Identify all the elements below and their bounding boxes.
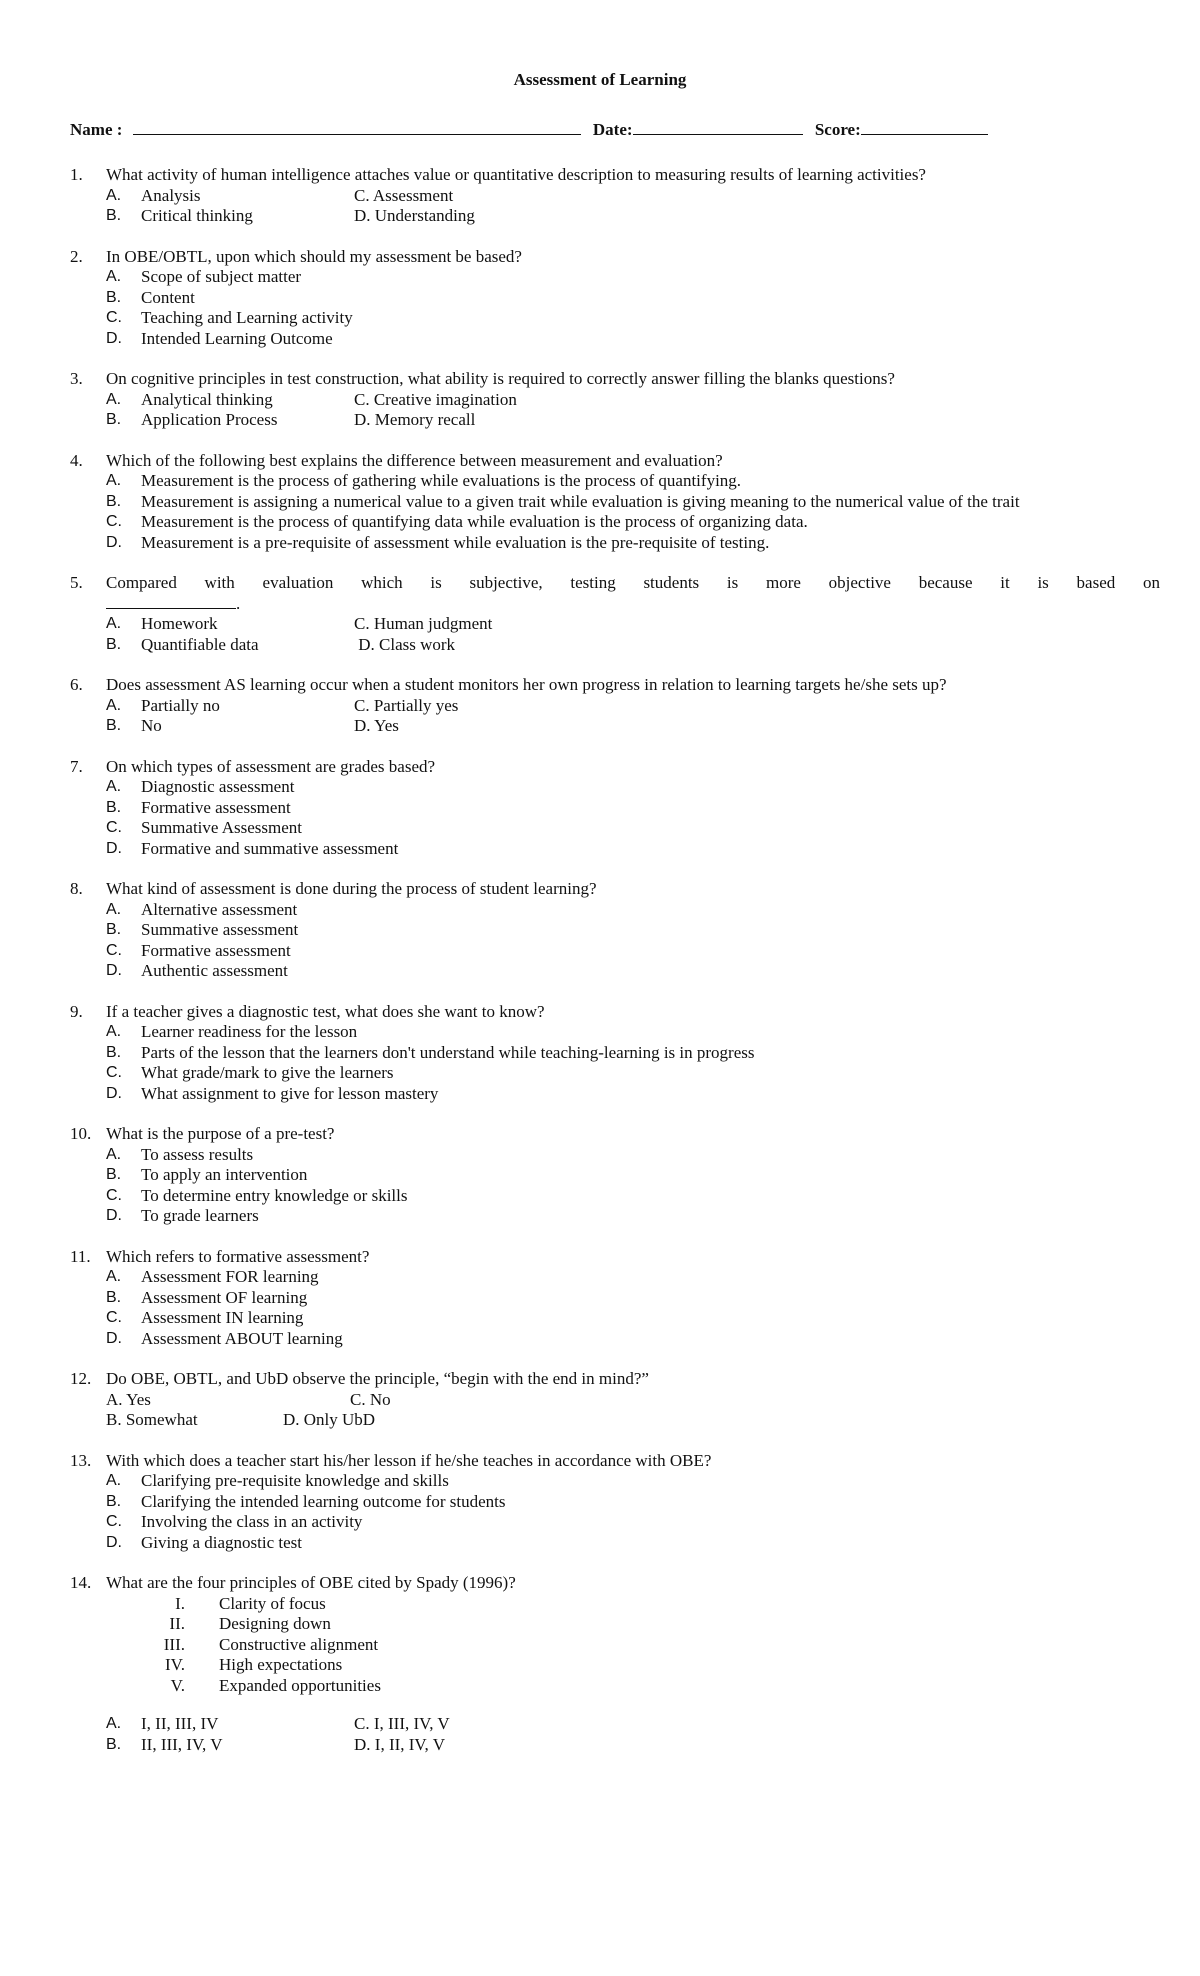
question-text: Do OBE, OBTL, and UbD observe the principle, “begin with the end in mind?” bbox=[106, 1369, 649, 1388]
option-row bbox=[106, 1308, 1160, 1329]
options bbox=[106, 1390, 1160, 1431]
option-text: Summative assessment bbox=[141, 920, 299, 939]
option[interactable]: B. Somewhat bbox=[106, 1410, 198, 1429]
option-text: Analysis bbox=[141, 185, 201, 205]
option-text: No bbox=[141, 716, 162, 735]
option-text: Content bbox=[141, 287, 195, 307]
question-14 bbox=[70, 1573, 1160, 1755]
option-letter: C. bbox=[106, 513, 122, 530]
question-1 bbox=[70, 165, 1160, 227]
option-letter: B. bbox=[106, 1288, 122, 1306]
option[interactable]: C. I, III, IV, V bbox=[354, 1714, 450, 1733]
option-letter: B. bbox=[106, 1043, 122, 1061]
roman-list bbox=[150, 1594, 1160, 1697]
option[interactable]: D. Yes bbox=[354, 716, 399, 735]
option[interactable] bbox=[106, 798, 291, 819]
option[interactable] bbox=[106, 410, 354, 431]
option-text: Diagnostic assessment bbox=[141, 777, 295, 796]
question-number: 8. bbox=[70, 879, 83, 898]
option-letter: A. bbox=[106, 778, 122, 795]
options bbox=[106, 390, 1160, 431]
question-number: 4. bbox=[70, 450, 83, 470]
option[interactable] bbox=[106, 1288, 307, 1309]
roman-text: Constructive alignment bbox=[219, 1634, 379, 1654]
question-8 bbox=[70, 879, 1160, 982]
option-row bbox=[106, 512, 1160, 533]
option-text: What grade/mark to give the learners bbox=[141, 1063, 394, 1082]
question-text: If a teacher gives a diagnostic test, what does she want to know? bbox=[106, 1001, 545, 1021]
option[interactable] bbox=[106, 696, 354, 717]
option-letter: C. bbox=[106, 1064, 122, 1081]
question-text: In OBE/OBTL, upon which should my assessment be based? bbox=[106, 246, 522, 266]
option[interactable] bbox=[106, 839, 398, 860]
option[interactable] bbox=[106, 1267, 319, 1288]
option-text: Clarifying pre-requisite knowledge and skills bbox=[141, 1471, 449, 1490]
question-11 bbox=[70, 1247, 1160, 1350]
option-letter: D. bbox=[106, 1084, 122, 1102]
roman-numeral: IV. bbox=[165, 1655, 185, 1674]
option-text: Measurement is the process of quantifying data while evaluation is the process of organizing data. bbox=[141, 512, 808, 531]
option-letter: A. bbox=[106, 390, 122, 408]
option-row bbox=[106, 635, 1160, 656]
option-letter: A. bbox=[106, 1472, 122, 1489]
question-number: 6. bbox=[70, 675, 83, 694]
question-number: 1. bbox=[70, 165, 83, 184]
option[interactable] bbox=[106, 471, 741, 492]
options bbox=[106, 1471, 1160, 1553]
question-text: What kind of assessment is done during the process of student learning? bbox=[106, 879, 597, 898]
question-number: 11. bbox=[70, 1246, 91, 1266]
option-row bbox=[106, 961, 1160, 982]
option-letter: D. bbox=[106, 839, 122, 857]
question-number: 2. bbox=[70, 246, 83, 266]
option-row bbox=[106, 696, 1160, 717]
option-letter: D. bbox=[106, 1329, 122, 1347]
options bbox=[106, 1267, 1160, 1349]
option-text: Teaching and Learning activity bbox=[141, 308, 353, 327]
roman-item bbox=[150, 1614, 1160, 1635]
option-text: Formative assessment bbox=[141, 940, 291, 960]
option-text: Quantifiable data bbox=[141, 634, 259, 654]
option[interactable]: C. Creative imagination bbox=[354, 389, 517, 409]
option-letter: A. bbox=[106, 186, 122, 204]
option-letter: A. bbox=[106, 1268, 122, 1285]
option-text: To assess results bbox=[141, 1144, 254, 1164]
option-row bbox=[106, 1206, 1160, 1227]
question-number: 9. bbox=[70, 1001, 83, 1021]
option-row bbox=[106, 818, 1160, 839]
options bbox=[106, 696, 1160, 737]
options bbox=[106, 777, 1160, 859]
question-number: 7. bbox=[70, 756, 83, 776]
option-row bbox=[106, 941, 1160, 962]
question-number: 5. bbox=[70, 573, 83, 592]
question-text: On which types of assessment are grades based? bbox=[106, 756, 436, 776]
option[interactable] bbox=[106, 900, 297, 921]
option-text: Learner readiness for the lesson bbox=[141, 1022, 358, 1041]
option-letter: C. bbox=[106, 1186, 122, 1204]
option-row bbox=[106, 777, 1160, 798]
question-13 bbox=[70, 1451, 1160, 1554]
question-text: What are the four principles of OBE cited by Spady (1996)? bbox=[106, 1573, 516, 1592]
option-row bbox=[106, 798, 1160, 819]
option[interactable] bbox=[106, 1735, 354, 1756]
option-row bbox=[106, 492, 1160, 513]
option[interactable]: D. Memory recall bbox=[354, 410, 476, 429]
option[interactable] bbox=[106, 308, 353, 329]
option-row bbox=[106, 1022, 1160, 1043]
question-3 bbox=[70, 369, 1160, 431]
option-letter: A. bbox=[106, 696, 122, 714]
option-text: Parts of the lesson that the learners don't understand while teaching-learning is in progress bbox=[141, 1042, 755, 1062]
option-letter: D. bbox=[106, 962, 122, 979]
question-5: 5. Compared with evaluation which is subjective, testing students is more objective because it is based on . A. Homework C. Human judgment B. Quantifiable data D. Class work bbox=[70, 573, 1160, 654]
option[interactable] bbox=[106, 1206, 259, 1227]
option-row bbox=[106, 1186, 1160, 1207]
option-row bbox=[106, 267, 1160, 288]
roman-numeral: I. bbox=[175, 1593, 185, 1613]
option[interactable] bbox=[106, 1533, 302, 1554]
option-letter: A. bbox=[106, 900, 122, 918]
option[interactable] bbox=[106, 492, 1020, 513]
question-7 bbox=[70, 757, 1160, 860]
roman-item bbox=[150, 1594, 1160, 1615]
option-row bbox=[106, 1288, 1160, 1309]
question-6 bbox=[70, 675, 1160, 737]
option-row bbox=[106, 1533, 1160, 1554]
option-letter: C. bbox=[106, 941, 122, 959]
option-text: To grade learners bbox=[141, 1206, 259, 1225]
roman-item bbox=[150, 1635, 1160, 1656]
question-text: What activity of human intelligence attaches value or quantitative description to measuring results of learning activities? bbox=[106, 165, 926, 184]
option[interactable] bbox=[106, 186, 354, 207]
option-row bbox=[106, 900, 1160, 921]
question-number: 13. bbox=[70, 1450, 92, 1470]
options bbox=[106, 900, 1160, 982]
option[interactable] bbox=[106, 288, 195, 309]
options bbox=[106, 1145, 1160, 1227]
option-row bbox=[106, 1714, 1160, 1735]
option[interactable]: A. Yes bbox=[106, 1389, 151, 1409]
option-text: To determine entry knowledge or skills bbox=[141, 1185, 408, 1205]
option[interactable] bbox=[106, 941, 291, 962]
option-row bbox=[106, 206, 1160, 227]
question-text: With which does a teacher start his/her lesson if he/she teaches in accordance with OBE? bbox=[106, 1450, 712, 1470]
option-row bbox=[106, 1492, 1160, 1513]
option-row bbox=[106, 390, 1160, 411]
option-row bbox=[106, 1267, 1160, 1288]
option-row bbox=[106, 839, 1160, 860]
option-letter: C. bbox=[106, 1309, 122, 1326]
page-title: Assessment of Learning bbox=[513, 70, 687, 89]
option-letter: B. bbox=[106, 207, 122, 224]
roman-text: Expanded opportunities bbox=[219, 1675, 381, 1695]
option-letter: A. bbox=[106, 268, 122, 285]
header-fields bbox=[70, 118, 1130, 140]
option-text: I, II, III, IV bbox=[141, 1714, 219, 1733]
option-letter: D. bbox=[106, 533, 122, 551]
option-letter: B. bbox=[106, 492, 122, 510]
option[interactable] bbox=[106, 716, 354, 737]
option-letter: A. bbox=[106, 472, 122, 489]
question-number: 14. bbox=[70, 1573, 92, 1592]
option-text: Partially no bbox=[141, 695, 220, 715]
option-text: Assessment IN learning bbox=[141, 1308, 304, 1327]
option-row bbox=[106, 716, 1160, 737]
option-letter: B. bbox=[106, 798, 122, 816]
option[interactable] bbox=[106, 1145, 253, 1166]
roman-text: Designing down bbox=[219, 1614, 331, 1633]
question-9 bbox=[70, 1002, 1160, 1105]
option[interactable] bbox=[106, 1714, 354, 1735]
option[interactable] bbox=[106, 1063, 394, 1084]
option[interactable] bbox=[106, 1308, 303, 1329]
option-text: Critical thinking bbox=[141, 206, 253, 225]
option[interactable] bbox=[106, 961, 288, 982]
option[interactable]: D. I, II, IV, V bbox=[354, 1734, 445, 1754]
option-text: Measurement is a pre-requisite of assessment while evaluation is the pre-requisite of testing. bbox=[141, 532, 770, 552]
option[interactable] bbox=[106, 329, 333, 350]
question-4 bbox=[70, 451, 1160, 554]
question-list bbox=[70, 165, 1160, 1775]
option[interactable] bbox=[106, 1329, 343, 1350]
option-text: Assessment FOR learning bbox=[141, 1267, 319, 1286]
option-text: Scope of subject matter bbox=[141, 267, 302, 286]
option-row bbox=[106, 1084, 1160, 1105]
roman-text: High expectations bbox=[219, 1655, 343, 1674]
option[interactable] bbox=[106, 1043, 755, 1064]
option[interactable]: D. Understanding bbox=[354, 206, 475, 225]
option-row bbox=[106, 920, 1160, 941]
options bbox=[106, 267, 1160, 349]
score-field[interactable] bbox=[861, 118, 988, 135]
question-number: 3. bbox=[70, 369, 83, 388]
options bbox=[106, 471, 1160, 553]
option-row bbox=[106, 1735, 1160, 1756]
option[interactable] bbox=[106, 818, 302, 839]
option-text: Assessment ABOUT learning bbox=[141, 1328, 343, 1348]
option-text: Assessment OF learning bbox=[141, 1287, 308, 1307]
option[interactable] bbox=[106, 1471, 449, 1492]
option-row bbox=[106, 1165, 1160, 1186]
option-letter: A. bbox=[106, 1715, 122, 1732]
option[interactable] bbox=[106, 1022, 357, 1043]
option-row bbox=[106, 1471, 1160, 1492]
question-12 bbox=[70, 1369, 1160, 1431]
option-text: Authentic assessment bbox=[141, 961, 288, 980]
question-text: On cognitive principles in test construction, what ability is required to correctly answer filling the blanks questions? bbox=[106, 369, 895, 388]
option[interactable] bbox=[106, 533, 769, 554]
option-row bbox=[106, 471, 1160, 492]
question-2 bbox=[70, 247, 1160, 350]
options bbox=[106, 1714, 1160, 1755]
option-letter: B. bbox=[106, 411, 122, 428]
option[interactable] bbox=[106, 390, 354, 411]
date-field[interactable] bbox=[633, 118, 803, 135]
option[interactable] bbox=[106, 614, 354, 635]
option-letter: A. bbox=[106, 1145, 122, 1163]
option-text: Clarifying the intended learning outcome for students bbox=[141, 1491, 506, 1511]
option-text: Formative assessment bbox=[141, 797, 291, 817]
options bbox=[106, 186, 1160, 227]
question-text: Compared with evaluation which is subjective, testing students is more objective because it is based on bbox=[106, 573, 1160, 592]
option-text: What assignment to give for lesson mastery bbox=[141, 1083, 439, 1103]
option-letter: B. bbox=[106, 1735, 122, 1753]
option-text: Formative and summative assessment bbox=[141, 838, 399, 858]
question-text: Which of the following best explains the difference between measurement and evaluation? bbox=[106, 450, 723, 470]
roman-item bbox=[150, 1676, 1160, 1697]
option-letter: D. bbox=[106, 1533, 122, 1551]
option-row bbox=[106, 288, 1160, 309]
name-field[interactable] bbox=[133, 118, 581, 135]
question-text: What is the purpose of a pre-test? bbox=[106, 1124, 335, 1143]
option[interactable]: D. Only UbD bbox=[283, 1410, 376, 1429]
score-label: Score: bbox=[814, 120, 861, 139]
options bbox=[106, 614, 1160, 655]
option-row bbox=[106, 410, 1160, 431]
option[interactable]: C. No bbox=[350, 1389, 391, 1409]
option[interactable] bbox=[106, 635, 354, 656]
option[interactable] bbox=[106, 1512, 362, 1533]
option-letter: A. bbox=[106, 1023, 122, 1040]
options bbox=[106, 1022, 1160, 1104]
option-letter: C. bbox=[106, 1513, 122, 1530]
option-row bbox=[106, 1145, 1160, 1166]
option-text: Intended Learning Outcome bbox=[141, 328, 333, 348]
option-text: Application Process bbox=[141, 410, 278, 429]
option-text: Alternative assessment bbox=[141, 899, 298, 919]
option-letter: D. bbox=[106, 329, 122, 347]
date-label: Date: bbox=[592, 120, 633, 139]
question-number: 12. bbox=[70, 1369, 92, 1388]
option-letter: B. bbox=[106, 635, 122, 653]
option[interactable]: C. Partially yes bbox=[354, 695, 459, 715]
option-letter: B. bbox=[106, 288, 122, 306]
option[interactable]: C. Assessment bbox=[354, 185, 454, 205]
option-row bbox=[106, 186, 1160, 207]
option[interactable] bbox=[106, 920, 298, 941]
option-letter: B. bbox=[106, 717, 122, 734]
question-text: Does assessment AS learning occur when a student monitors her own progress in relation to learning targets he/she sets up? bbox=[106, 675, 947, 694]
answer-blank[interactable] bbox=[106, 594, 236, 609]
option-row bbox=[106, 308, 1160, 329]
option-row bbox=[106, 329, 1160, 350]
option[interactable] bbox=[106, 1186, 408, 1207]
option-row bbox=[106, 1063, 1160, 1084]
option-text: Measurement is assigning a numerical value to a given trait while evaluation is giving meaning to the numerical value of the trait bbox=[141, 491, 1020, 511]
option[interactable]: D. Class work bbox=[354, 634, 456, 654]
roman-text: Clarity of focus bbox=[219, 1593, 326, 1613]
option-row bbox=[106, 614, 1160, 635]
option[interactable] bbox=[106, 512, 808, 533]
option-text: Measurement is the process of gathering while evaluations is the process of quantifying. bbox=[141, 471, 742, 490]
option-text: To apply an intervention bbox=[141, 1165, 308, 1184]
option-letter: B. bbox=[106, 1166, 122, 1183]
question-text: Which refers to formative assessment? bbox=[106, 1246, 370, 1266]
roman-item bbox=[150, 1655, 1160, 1676]
option[interactable]: C. Human judgment bbox=[354, 614, 493, 633]
roman-numeral: V. bbox=[170, 1675, 185, 1695]
option-letter: B. bbox=[106, 921, 122, 938]
option-text: Analytical thinking bbox=[141, 389, 273, 409]
option-letter: D. bbox=[106, 1207, 122, 1224]
option-text: Involving the class in an activity bbox=[141, 1512, 363, 1531]
option[interactable] bbox=[106, 777, 294, 798]
option[interactable] bbox=[106, 1084, 438, 1105]
option-text: Summative Assessment bbox=[141, 818, 303, 837]
option[interactable] bbox=[106, 267, 301, 288]
option-text: Homework bbox=[141, 614, 218, 633]
option[interactable] bbox=[106, 1492, 505, 1513]
question-number: 10. bbox=[70, 1124, 92, 1143]
option-row bbox=[106, 1329, 1160, 1350]
roman-numeral: II. bbox=[169, 1614, 185, 1633]
name-label: Name : bbox=[70, 120, 123, 139]
option-row bbox=[106, 1043, 1160, 1064]
option[interactable] bbox=[106, 206, 354, 227]
question-10 bbox=[70, 1124, 1160, 1227]
option-letter: B. bbox=[106, 1492, 122, 1510]
option-letter: A. bbox=[106, 615, 122, 632]
option-letter: C. bbox=[106, 819, 122, 836]
option[interactable] bbox=[106, 1165, 307, 1186]
roman-numeral: III. bbox=[163, 1634, 185, 1654]
option-row bbox=[106, 1512, 1160, 1533]
option-row bbox=[106, 533, 1160, 554]
option-letter: C. bbox=[106, 309, 122, 326]
option-text: Giving a diagnostic test bbox=[141, 1532, 303, 1552]
option-text: II, III, IV, V bbox=[141, 1734, 223, 1754]
